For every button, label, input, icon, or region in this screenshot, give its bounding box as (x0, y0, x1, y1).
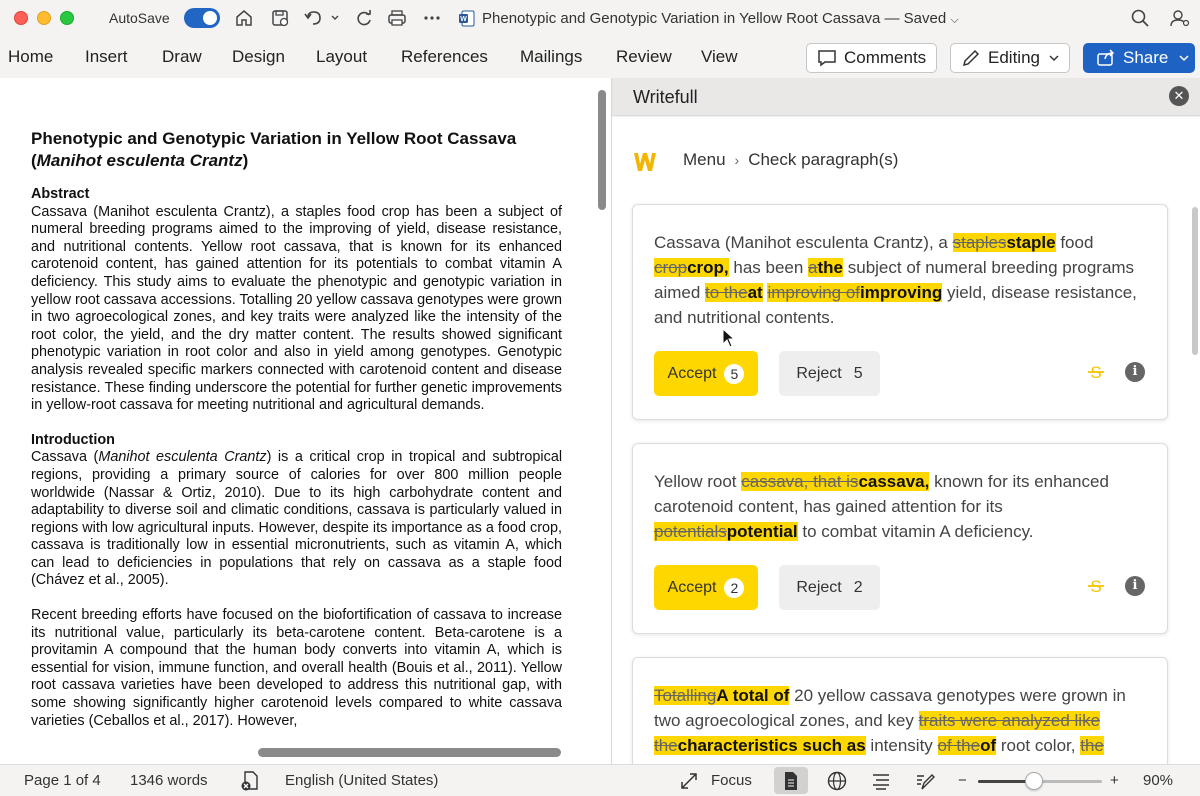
writefull-body (612, 117, 1200, 764)
abstract-heading: Abstract (31, 186, 90, 202)
tab-references[interactable]: References (401, 47, 488, 66)
ribbon (0, 36, 1200, 78)
accept-count: 2 (724, 578, 744, 598)
chevron-down-icon: ⌵ (950, 14, 959, 26)
inserted-text[interactable]: characteristics such as (677, 736, 866, 755)
window-close-button[interactable] (14, 11, 28, 25)
deleted-text[interactable]: the (1080, 736, 1104, 755)
reject-button[interactable] (779, 351, 880, 396)
share-label: Share (1123, 48, 1169, 67)
deleted-text[interactable]: traits were analyzed like (918, 711, 1101, 730)
breadcrumb (683, 150, 898, 170)
focus-icon[interactable] (678, 770, 700, 792)
tab-review[interactable]: Review (616, 47, 672, 66)
document-vertical-scrollbar[interactable] (598, 90, 606, 210)
accept-button[interactable] (654, 565, 758, 610)
reject-count: 5 (853, 364, 863, 382)
svg-text:W: W (460, 16, 467, 23)
document-canvas[interactable] (0, 78, 612, 764)
suggestion-card (632, 657, 1168, 764)
deleted-text[interactable]: improving of (767, 283, 861, 302)
tab-mailings[interactable]: Mailings (520, 47, 583, 66)
suggestion-card (632, 443, 1168, 634)
tab-layout[interactable]: Layout (316, 47, 368, 66)
page-count[interactable]: Page 1 of 4 (24, 772, 101, 789)
accept-label: Accept (667, 578, 717, 596)
tab-draw[interactable]: Draw (162, 47, 202, 66)
accept-label: Accept (667, 364, 717, 382)
redo-icon[interactable] (352, 6, 376, 30)
unchanged-text: has been (728, 258, 809, 277)
zoom-in-button[interactable]: + (1110, 772, 1119, 789)
document-title[interactable]: Phenotypic and Genotypic Variation in Yellow Root Cassava — Saved ⌵ (482, 10, 959, 27)
strikethrough-toggle-icon[interactable] (1085, 575, 1107, 597)
svg-text:S: S (1090, 577, 1102, 596)
comment-icon (817, 49, 837, 67)
deleted-text[interactable]: staples (952, 233, 1007, 252)
chevron-down-icon (1178, 53, 1190, 63)
introduction-heading: Introduction (31, 431, 115, 448)
tab-home[interactable]: Home (8, 47, 54, 66)
inserted-text[interactable]: crop, (687, 258, 729, 277)
tab-view[interactable]: View (701, 47, 738, 66)
abstract-paragraph: Cassava (Manihot esculenta Crantz), a staples food crop has been a subject of numeral breeding programs aimed to the improving of yield, disease resistance, and nutritional contents. Yellow root cassava, that is known for its enhanced carotenoid content, has gained attention for its potentials to combat vitamin A deficiency. This study aims to evaluate the phenotypic and genotypic variation in yellow root cassava accessions. Totalling 20 yellow cassava genotypes were grown in two agroecological zones, and key traits were analyzed like the intensity of the root color, the yield, and the dry matter content. The results showed significant phenotypic variation in root color and also in yield among genotypes. Genotypic analysis revealed specific markers connected with carotenoid content and disease resistance. These finding underscore the potential for further genetic improvements in yellow-root cassava for meeting nutritional and agricultural demands. (31, 203, 562, 414)
proofing-status-icon[interactable] (240, 770, 262, 792)
accept-count: 5 (724, 364, 744, 384)
account-icon[interactable] (1168, 6, 1192, 30)
mouse-pointer-icon (722, 328, 736, 348)
inserted-text[interactable]: improving (860, 283, 943, 302)
unchanged-text: 20 yellow cassava genotypes were grown in two agroecological zones, and key (654, 686, 1126, 730)
inserted-text[interactable]: potential (726, 522, 798, 541)
info-icon[interactable]: i (1125, 362, 1145, 382)
undo-icon[interactable] (300, 6, 344, 30)
strikethrough-toggle-icon[interactable] (1085, 361, 1107, 383)
deleted-text[interactable]: cassava, that is (741, 472, 859, 491)
share-icon (1096, 49, 1116, 67)
introduction-paragraph-2: Recent breeding efforts have focused on the biofortification of cassava to increase its nutritional value, particularly its beta-carotene content. Beta-carotene is a provitamin A compound that the human body converts into vitamin A, which is essential for vision, immune function, and overall health (Bouis et al., 2011). Yellow root cassava varieties have been developed to address this nutritional gap, with some showing significantly higher carotenoid levels compared to white cassava varieties (Ceballos et al., 2017). However, (31, 607, 562, 729)
comments-button[interactable] (806, 43, 937, 73)
document-page[interactable] (31, 128, 562, 747)
window-minimize-button[interactable] (37, 11, 51, 25)
zoom-slider-thumb[interactable] (1025, 772, 1043, 790)
print-layout-view-button[interactable] (774, 767, 808, 794)
document-horizontal-scrollbar[interactable] (258, 748, 561, 757)
zoom-level[interactable]: 90% (1143, 772, 1174, 789)
accept-button[interactable] (654, 351, 758, 396)
zoom-slider[interactable] (978, 780, 1102, 783)
suggestion-card (632, 204, 1168, 420)
language-indicator[interactable]: English (United States) (285, 772, 439, 789)
unchanged-text: known for its enhanced carotenoid content, has gained attention for its (654, 472, 1109, 516)
tab-design[interactable]: Design (232, 47, 285, 66)
deleted-text[interactable]: a (808, 258, 818, 277)
search-icon[interactable] (1128, 6, 1152, 30)
home-icon[interactable] (232, 6, 256, 30)
writefull-pane (612, 78, 1200, 764)
window-zoom-button[interactable] (60, 11, 74, 25)
word-count[interactable]: 1346 words (130, 772, 208, 789)
close-pane-button[interactable] (1169, 86, 1189, 106)
unchanged-text: root color, (996, 736, 1081, 755)
pencil-icon (961, 48, 981, 68)
close-icon: ✕ (1173, 88, 1185, 103)
focus-label[interactable]: Focus (711, 772, 752, 789)
print-icon[interactable] (385, 6, 409, 30)
save-icon[interactable] (268, 6, 292, 30)
inserted-text[interactable]: at (747, 283, 763, 302)
writefull-header (612, 78, 1200, 116)
page-layout-icon (783, 771, 799, 791)
unchanged-text: intensity (865, 736, 938, 755)
editing-label: Editing (988, 48, 1040, 67)
chevron-down-icon (1048, 53, 1060, 63)
reject-count: 2 (853, 578, 863, 596)
breadcrumb-separator: › (734, 152, 740, 168)
introduction-paragraph-1: Cassava (Manihot esculenta Crantz) is a critical crop in tropical and subtropical regions, providing a primary source of calories for over 800 million people worldwide (Nassar & Ortiz, 2010). Due to its high carbohydrate content and adaptability to diverse soil and climatic conditions, cassava is particularly valued in regions with low agricultural inputs. However, despite its importance as a food crop, cassava is traditionally low in essential micronutrients, such as vitamin A, which can lead to deficiencies in populations that rely on cassava as a staple food (Chávez et al., 2005). (31, 449, 563, 589)
outline-view-icon[interactable] (870, 770, 892, 792)
document-heading: Phenotypic and Genotypic Variation in Yellow Root Cassava (Manihot esculenta Crantz) (31, 129, 517, 170)
unchanged-text: Cassava (Manihot esculenta Crantz), a (654, 233, 953, 252)
tab-insert[interactable]: Insert (85, 47, 128, 66)
info-icon[interactable]: i (1125, 576, 1145, 596)
unchanged-text: to combat vitamin A deficiency. (797, 522, 1034, 541)
reject-label: Reject (796, 578, 842, 596)
suggestion-text (654, 469, 1144, 544)
suggestion-text (654, 683, 1144, 758)
writefull-scrollbar[interactable] (1192, 207, 1198, 355)
unchanged-text: subject of numeral breeding programs aimed (654, 258, 1135, 302)
autosave-toggle[interactable] (184, 8, 220, 28)
deleted-text[interactable]: Totalling (654, 686, 717, 705)
deleted-text[interactable]: crop (654, 258, 688, 277)
editing-mode-button[interactable] (950, 43, 1070, 73)
suggestion-text (654, 230, 1144, 330)
svg-text:S: S (1090, 363, 1102, 382)
more-options-icon[interactable] (420, 6, 444, 30)
deleted-text[interactable]: potentials (654, 522, 727, 541)
deleted-text[interactable]: the (654, 736, 678, 755)
species-name: Manihot esculenta Crantz (36, 151, 243, 170)
reject-button[interactable] (779, 565, 880, 610)
comments-label: Comments (844, 48, 927, 67)
inserted-text[interactable]: staple (1006, 233, 1056, 252)
inserted-text[interactable]: A total of (716, 686, 790, 705)
unchanged-text: Yellow root (654, 472, 742, 491)
web-layout-globe-icon[interactable] (826, 770, 848, 792)
inserted-text[interactable]: cassava, (858, 472, 930, 491)
inserted-text[interactable]: the (817, 258, 844, 277)
draft-view-icon[interactable] (914, 770, 936, 792)
word-document-icon (458, 10, 475, 27)
writefull-logo-icon (632, 149, 658, 175)
zoom-out-button[interactable]: − (958, 772, 967, 789)
deleted-text[interactable]: to the (705, 283, 748, 302)
breadcrumb-menu[interactable]: Menu (683, 150, 726, 169)
reject-label: Reject (796, 364, 842, 382)
unchanged-text: food (1055, 233, 1094, 252)
status-bar (0, 764, 1200, 796)
title-bar (0, 0, 1200, 36)
autosave-label: AutoSave (109, 10, 170, 26)
share-button[interactable] (1083, 43, 1195, 73)
breadcrumb-current: Check paragraph(s) (748, 150, 899, 169)
deleted-text[interactable]: of the (937, 736, 981, 755)
writefull-title: Writefull (633, 87, 698, 107)
unchanged-text: yield, disease resistance, and nutritional contents. (654, 283, 1137, 327)
inserted-text[interactable]: of (980, 736, 997, 755)
